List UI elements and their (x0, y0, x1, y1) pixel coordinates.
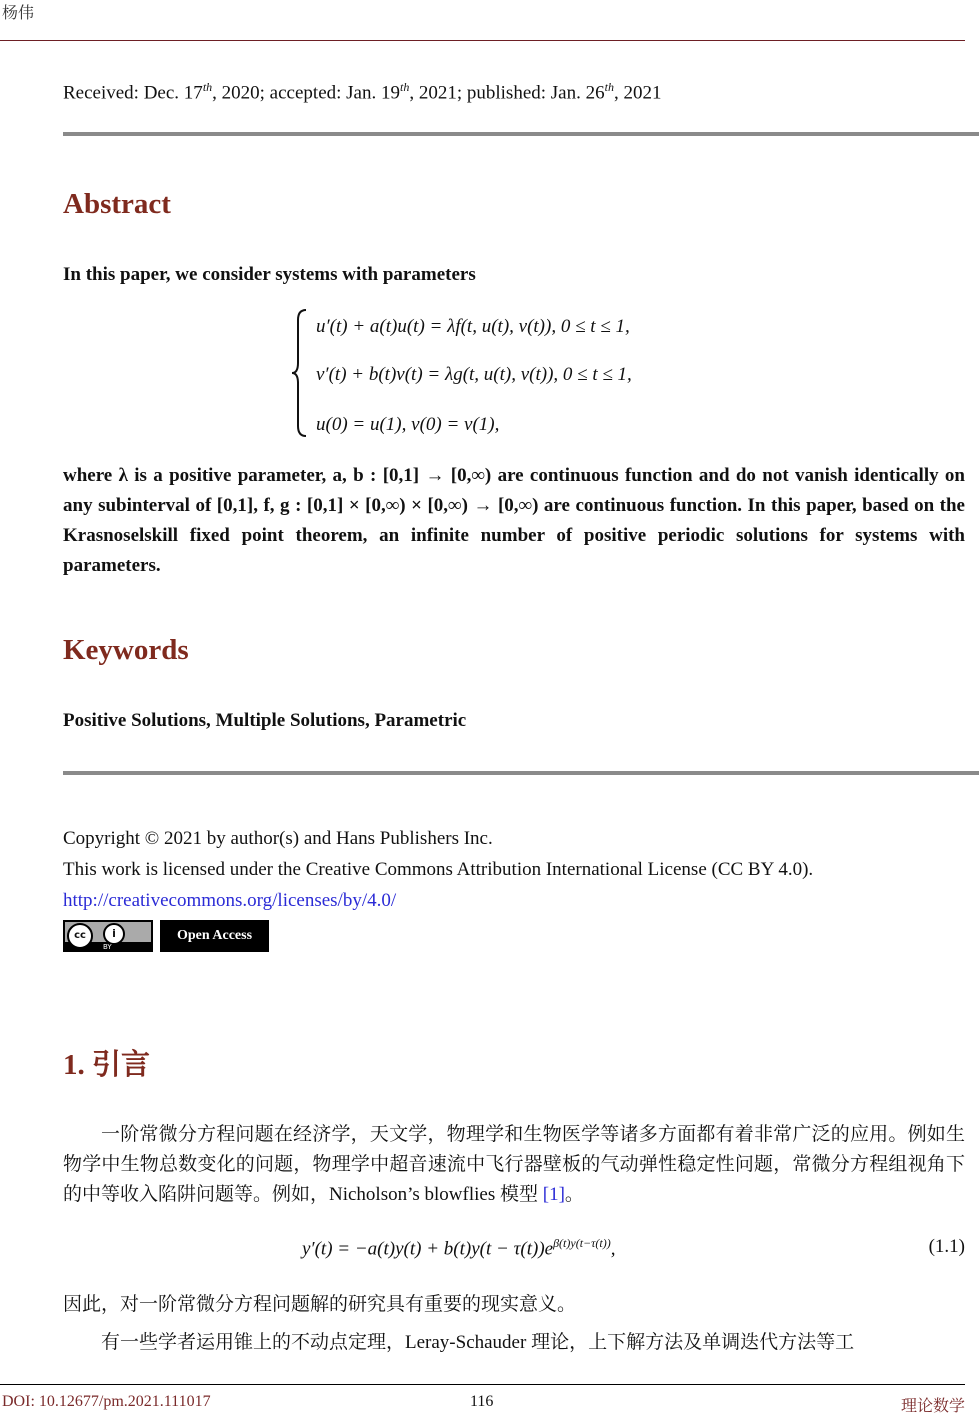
cc-icon: cc (67, 923, 93, 949)
abstract-heading: Abstract (63, 188, 171, 220)
intro-paragraph (63, 1120, 965, 1210)
page-number: 116 (470, 1393, 494, 1410)
license-statement: This work is licensed under the Creative Commons Attribution International License (CC BY 4.0). (63, 859, 814, 880)
abstract-intro: In this paper, we consider systems with parameters (63, 264, 476, 285)
received-date: Received: Dec. 17 (63, 82, 203, 104)
attribution-icon: i (103, 923, 125, 945)
equation-line-3: u(0) = u(1), v(0) = v(1), (316, 414, 500, 435)
accepted-date: , 2020; accepted: Jan. 19 (212, 82, 400, 104)
license-link[interactable]: http://creativecommons.org/licenses/by/4.0/ (63, 890, 397, 911)
keywords-list: Positive Solutions, Multiple Solutions, Parametric (63, 710, 467, 731)
running-header-author: 杨伟 (2, 5, 35, 22)
published-date: , 2021; published: Jan. 26 (409, 82, 605, 104)
open-access-badge[interactable]: Open Access (160, 920, 269, 952)
cc-by-badge[interactable] (63, 920, 153, 952)
published-year: , 2021 (613, 82, 662, 104)
footer-rule (0, 1384, 965, 1385)
equation-line-1: u′(t) + a(t)u(t) = λf(t, u(t), v(t)), 0 ≤ t ≤ 1, (316, 316, 630, 337)
equation-exponent: β(t)y(t−τ(t)) (553, 1236, 611, 1250)
equation-line-2: v′(t) + b(t)v(t) = λg(t, u(t), v(t)), 0 ≤ t ≤ 1, (316, 364, 632, 385)
by-label: BY (103, 943, 112, 951)
citation-link[interactable]: [1] (542, 1184, 565, 1205)
section-heading: 1. 引言 (63, 1049, 151, 1081)
equation-comma: , (610, 1238, 616, 1260)
copyright-line: Copyright © 2021 by author(s) and Hans Publishers Inc. (63, 828, 493, 849)
ordinal: th (400, 80, 410, 94)
journal-name: 理论数学 (900, 1398, 965, 1415)
divider (63, 771, 979, 775)
publication-dates (63, 72, 965, 108)
paragraph-2: 因此，对一阶常微分方程问题解的研究具有重要的现实意义。 (63, 1294, 577, 1315)
keywords-heading: Keywords (63, 634, 189, 666)
equation-body: y′(t) = −a(t)y(t) + b(t)y(t − τ(t))e (302, 1238, 554, 1260)
punctuation: 。 (564, 1184, 584, 1205)
equation-1-1 (302, 1236, 616, 1260)
paragraph-3: 有一些学者运用锥上的不动点定理，Leray-Schauder 理论，上下解方法及单调迭代方法等工 (101, 1332, 855, 1353)
equation-number: (1.1) (928, 1236, 965, 1257)
left-brace-icon (290, 308, 310, 438)
divider (63, 132, 979, 136)
footer-doi: DOI: 10.12677/pm.2021.111017 (2, 1393, 211, 1410)
ordinal: th (604, 80, 614, 94)
ordinal: th (202, 80, 213, 94)
header-rule (0, 40, 965, 41)
paragraph-text: 一阶常微分方程问题在经济学，天文学，物理学和生物医学等诸多方面都有着非常广泛的应用。例如生物学中生物总数变化的问题，物理学中超音速流中飞行器壁板的气动弹性稳定性问题，常微分方程组视角下的中等收入陷阱问题等。例如，Nicholson’s blowflies 模型 (63, 1124, 965, 1205)
abstract-body: where λ is a positive parameter, a, b : [0,1] → [0,∞) are continuous function and do not vanish identically on any subinterval of [0,1], f, g : [0,1] × [0,∞) × [0,∞) → [0,∞) are continuous function. In this paper, based on the Krasnoselskill fixed point theorem, an infinite number of positive periodic solutions for systems with parameters. (63, 465, 965, 576)
